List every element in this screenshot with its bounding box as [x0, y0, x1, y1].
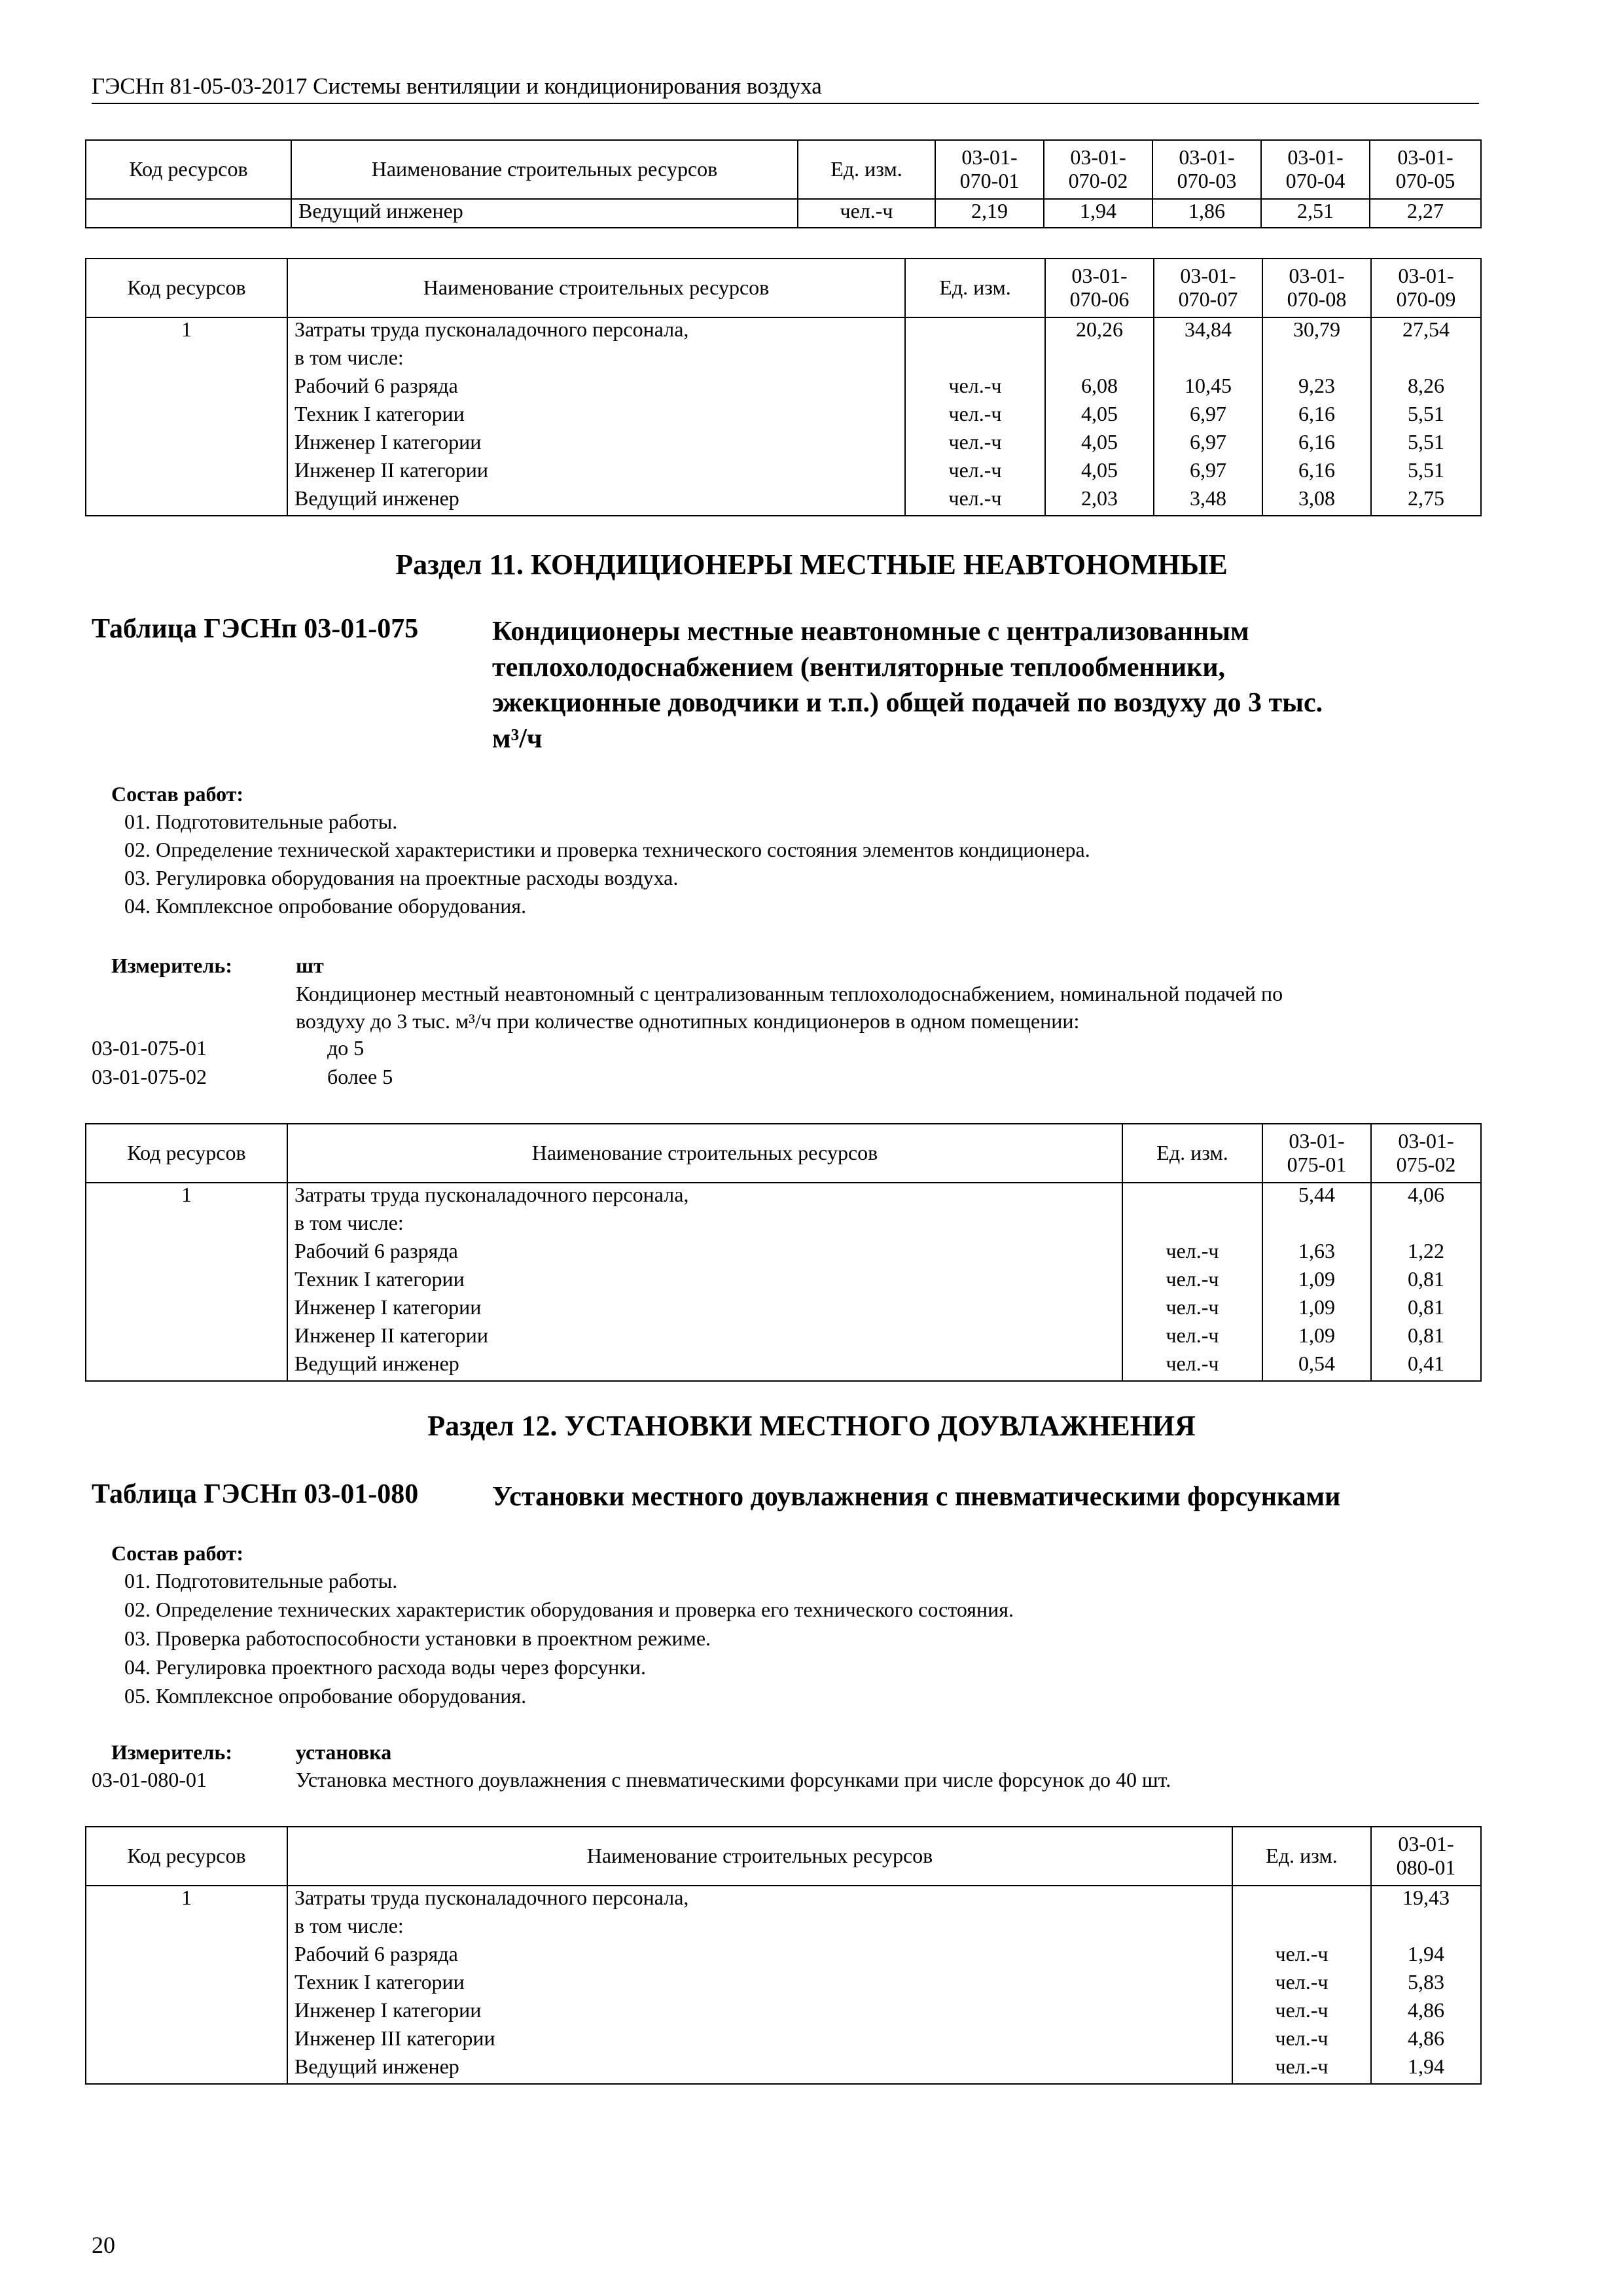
- section-11-title: Раздел 11. КОНДИЦИОНЕРЫ МЕСТНЫЕ НЕАВТОНОМНЫЕ: [395, 548, 1228, 581]
- title-line: теплохолодоснабжением (вентиляторные теплообменники,: [492, 652, 1226, 683]
- resource-unit: [1130, 1183, 1255, 1211]
- resource-name: Техник I категории: [294, 1970, 465, 1994]
- resource-table-070-01-05: [85, 139, 1482, 228]
- resource-name: в том числе:: [294, 346, 404, 369]
- resource-name: Инженер II категории: [294, 458, 488, 482]
- resource-code: 1: [181, 317, 192, 341]
- col-header-name: Наименование строительных ресурсов: [287, 1124, 1122, 1183]
- cell-value-070-06: [1045, 317, 1154, 516]
- cell-value-070-09: [1371, 317, 1481, 516]
- resource-unit: чел.-ч: [1166, 1267, 1219, 1291]
- col-code-line: 03-01-: [1070, 145, 1126, 170]
- resource-unit: чел.-ч: [1166, 1239, 1219, 1263]
- col-header-070-02: [1044, 140, 1152, 199]
- value: [1270, 346, 1364, 374]
- work-item: 02. Определение технической характеристики и проверка технического состояния элементов кондиционера.: [124, 838, 1090, 861]
- cell-name: [287, 1183, 1122, 1381]
- col-code-line: 070-06: [1069, 287, 1130, 311]
- resource-name: Инженер I категории: [294, 1998, 482, 2022]
- value: 1,09: [1298, 1323, 1335, 1347]
- col-code-line: 03-01-: [1287, 145, 1344, 170]
- resource-table-070-06-09: [85, 258, 1482, 516]
- resource-name: Инженер I категории: [294, 1295, 482, 1319]
- value: 8,26: [1408, 374, 1444, 397]
- norm-code-text: Установка местного доувлажнения с пневматическими форсунками при числе форсунок до 40 шт.: [296, 1768, 1171, 1791]
- resource-name: Техник I категории: [294, 1267, 465, 1291]
- measure-label: Измеритель:: [111, 1740, 232, 1764]
- page-number: 20: [92, 2232, 115, 2258]
- value: 3,08: [1298, 486, 1335, 510]
- cell-name: Ведущий инженер: [291, 199, 798, 228]
- col-header-070-03: [1152, 140, 1261, 199]
- table-header-row: [86, 140, 1481, 199]
- col-header-075-02: [1371, 1124, 1481, 1183]
- value: 34,84: [1185, 317, 1232, 341]
- value: 19,43: [1402, 1886, 1450, 1909]
- resource-unit: чел.-ч: [1166, 1295, 1219, 1319]
- table-075-title: [492, 614, 1487, 757]
- work-item: 03. Регулировка оборудования на проектные расходы воздуха.: [124, 866, 679, 889]
- value: 1,94: [1408, 1942, 1444, 1965]
- measure-unit: установка: [296, 1740, 392, 1764]
- cell-code: [86, 1183, 287, 1381]
- value: 27,54: [1402, 317, 1450, 341]
- value: 0,81: [1408, 1267, 1444, 1291]
- col-code-line: 070-02: [1068, 169, 1128, 192]
- value: 0,81: [1408, 1295, 1444, 1319]
- col-code-line: 03-01-: [961, 145, 1018, 170]
- work-composition-heading: Состав работ:: [111, 782, 244, 806]
- value: 4,86: [1408, 1998, 1444, 2022]
- value: [1161, 346, 1255, 374]
- col-code-line: 070-08: [1287, 287, 1347, 311]
- col-header-unit: Ед. изм.: [798, 140, 935, 199]
- cell-value: 2,19: [935, 199, 1044, 228]
- value: 6,16: [1298, 430, 1335, 454]
- value: 0,54: [1298, 1352, 1335, 1375]
- work-composition-list: [124, 810, 1090, 923]
- value: 0,81: [1408, 1323, 1444, 1347]
- resource-name: Рабочий 6 разряда: [294, 1942, 458, 1965]
- title-line: Кондиционеры местные неавтономные с централизованным: [492, 617, 1249, 647]
- col-code-line: 03-01-: [1180, 264, 1236, 288]
- measure-description: [296, 980, 1487, 1035]
- value: 2,75: [1408, 486, 1444, 510]
- resource-unit: чел.-ч: [1166, 1323, 1219, 1347]
- value: 1,94: [1408, 2054, 1444, 2078]
- resource-name: Рабочий 6 разряда: [294, 1239, 458, 1263]
- work-item: 05. Комплексное опробование оборудования.: [124, 1684, 527, 1708]
- col-code-line: 03-01-: [1289, 264, 1345, 288]
- col-code-line: 075-02: [1396, 1153, 1456, 1176]
- col-code-line: 070-09: [1396, 287, 1456, 311]
- value: 6,97: [1190, 430, 1226, 454]
- resource-name: в том числе:: [294, 1211, 404, 1234]
- col-header-code: Код ресурсов: [86, 1124, 287, 1183]
- table-row: [86, 1183, 1481, 1381]
- resource-unit: [1240, 1886, 1364, 1914]
- value: 1,22: [1408, 1239, 1444, 1263]
- value: 6,16: [1298, 402, 1335, 425]
- resource-unit: чел.-ч: [1275, 1998, 1329, 2022]
- resource-name: Ведущий инженер: [294, 486, 459, 510]
- cell-value-075-02: [1371, 1183, 1481, 1381]
- resource-unit: [1130, 1211, 1255, 1240]
- value: 4,06: [1408, 1183, 1444, 1206]
- value: 1,09: [1298, 1295, 1335, 1319]
- col-code-line: 070-01: [959, 169, 1020, 192]
- table-row: [86, 1886, 1481, 2084]
- measure-unit: шт: [296, 954, 324, 977]
- col-header-name: Наименование строительных ресурсов: [291, 140, 798, 199]
- cell-code: [86, 1886, 287, 2084]
- cell-value-080-01: [1371, 1886, 1481, 2084]
- work-item: 04. Регулировка проектного расхода воды через форсунки.: [124, 1655, 646, 1679]
- cell-value-070-08: [1262, 317, 1371, 516]
- description-line: воздуху до 3 тыс. м³/ч при количестве однотипных кондиционеров в одном помещении:: [296, 1009, 1080, 1033]
- work-item: 04. Комплексное опробование оборудования.: [124, 894, 527, 918]
- resource-code: 1: [181, 1886, 192, 1909]
- col-code-line: 03-01-: [1289, 1129, 1345, 1153]
- work-item: 01. Подготовительные работы.: [124, 810, 398, 833]
- cell-code: [86, 317, 287, 516]
- cell-value: 2,51: [1261, 199, 1370, 228]
- col-header-070-09: [1371, 259, 1481, 317]
- cell-unit: [1122, 1183, 1262, 1381]
- col-header-070-05: [1370, 140, 1481, 199]
- resource-name: Инженер II категории: [294, 1323, 488, 1347]
- col-code-line: 070-04: [1285, 169, 1346, 192]
- col-header-code: Код ресурсов: [86, 140, 291, 199]
- value: 6,08: [1081, 374, 1118, 397]
- value: 5,44: [1298, 1183, 1335, 1206]
- cell-unit: [1232, 1886, 1371, 2084]
- resource-unit: чел.-ч: [1275, 2026, 1329, 2050]
- table-080-label: Таблица ГЭСНп 03-01-080: [92, 1479, 419, 1509]
- value: 5,51: [1408, 430, 1444, 454]
- description-line: Кондиционер местный неавтономный с централизованным теплохолодоснабжением, номинальной подачей по: [296, 982, 1283, 1005]
- col-header-name: Наименование строительных ресурсов: [287, 1827, 1232, 1886]
- value: 30,79: [1293, 317, 1340, 341]
- resource-name: Затраты труда пусконаладочного персонала,: [294, 1886, 689, 1909]
- col-header-070-06: [1045, 259, 1154, 317]
- measure-label: Измеритель:: [111, 954, 232, 977]
- norm-code: 03-01-075-02: [92, 1065, 207, 1088]
- col-header-070-04: [1261, 140, 1370, 199]
- title-line: м³/ч: [492, 723, 543, 754]
- resource-unit: чел.-ч: [948, 486, 1002, 510]
- resource-unit: чел.-ч: [1166, 1352, 1219, 1375]
- cell-unit: чел.-ч: [798, 199, 935, 228]
- col-header-code: Код ресурсов: [86, 1827, 287, 1886]
- table-header-row: [86, 1827, 1481, 1886]
- col-header-name: Наименование строительных ресурсов: [287, 259, 905, 317]
- value: 4,86: [1408, 2026, 1444, 2050]
- section-12-title: Раздел 12. УСТАНОВКИ МЕСТНОГО ДОУВЛАЖНЕНИЯ: [427, 1410, 1196, 1442]
- cell-name: [287, 1886, 1232, 2084]
- table-row: [86, 317, 1481, 516]
- value: 5,83: [1408, 1970, 1444, 1994]
- col-header-070-07: [1154, 259, 1262, 317]
- col-code-line: 075-01: [1287, 1153, 1347, 1176]
- table-row: [86, 199, 1481, 228]
- col-header-code: Код ресурсов: [86, 259, 287, 317]
- col-header-070-01: [935, 140, 1044, 199]
- cell-value: 1,86: [1152, 199, 1261, 228]
- col-code-line: 070-05: [1395, 169, 1455, 192]
- col-header-unit: Ед. изм.: [1232, 1827, 1371, 1886]
- table-080-title: Установки местного доувлажнения с пневматическими форсунками: [492, 1482, 1341, 1512]
- resource-unit: чел.-ч: [948, 402, 1002, 425]
- table-header-row: [86, 1124, 1481, 1183]
- value: 4,05: [1081, 402, 1118, 425]
- resource-unit: [912, 318, 1038, 346]
- resource-unit: [912, 346, 1038, 374]
- value: 2,03: [1081, 486, 1118, 510]
- value: 20,26: [1076, 317, 1123, 341]
- resource-code: 1: [181, 1183, 192, 1206]
- resource-name: Ведущий инженер: [294, 1352, 459, 1375]
- col-header-070-08: [1262, 259, 1371, 317]
- resource-name: Затраты труда пусконаладочного персонала,: [294, 317, 689, 341]
- table-075-label: Таблица ГЭСНп 03-01-075: [92, 614, 419, 644]
- resource-table-075: [85, 1123, 1482, 1382]
- resource-name: в том числе:: [294, 1914, 404, 1937]
- table-header-row: [86, 259, 1481, 317]
- col-code-line: 03-01-: [1179, 145, 1235, 170]
- value: 1,63: [1298, 1239, 1335, 1263]
- resource-unit: чел.-ч: [948, 430, 1002, 454]
- title-line: эжекционные доводчики и т.п.) общей подачей по воздуху до 3 тыс.: [492, 688, 1323, 719]
- cell-code: [86, 199, 291, 228]
- resource-name: Инженер III категории: [294, 2026, 495, 2050]
- col-header-075-01: [1262, 1124, 1371, 1183]
- col-code-line: 080-01: [1396, 1856, 1456, 1879]
- work-composition-list: [124, 1570, 1014, 1713]
- value: 4,05: [1081, 430, 1118, 454]
- work-composition-heading: Состав работ:: [111, 1541, 244, 1565]
- value: 1,09: [1298, 1267, 1335, 1291]
- resource-name: Ведущий инженер: [294, 2054, 459, 2078]
- value: 5,51: [1408, 458, 1444, 482]
- resource-unit: чел.-ч: [1275, 2054, 1329, 2078]
- resource-name: Рабочий 6 разряда: [294, 374, 458, 397]
- col-header-unit: Ед. изм.: [1122, 1124, 1262, 1183]
- col-code-line: 03-01-: [1398, 1129, 1454, 1153]
- norm-code: 03-01-080-01: [92, 1768, 207, 1791]
- cell-unit: [905, 317, 1045, 516]
- resource-unit: чел.-ч: [948, 374, 1002, 397]
- resource-unit: чел.-ч: [1275, 1942, 1329, 1965]
- resource-unit: чел.-ч: [1275, 1970, 1329, 1994]
- col-code-line: 03-01-: [1398, 264, 1454, 288]
- value: 6,16: [1298, 458, 1335, 482]
- norm-code-text: до 5: [327, 1036, 365, 1060]
- cell-value: 1,94: [1044, 199, 1152, 228]
- resource-name: Затраты труда пусконаладочного персонала,: [294, 1183, 689, 1206]
- value: 4,05: [1081, 458, 1118, 482]
- value: 5,51: [1408, 402, 1444, 425]
- work-item: 02. Определение технических характеристик оборудования и проверка его технического состояния.: [124, 1598, 1014, 1621]
- work-item: 03. Проверка работоспособности установки в проектном режиме.: [124, 1626, 711, 1650]
- col-code-line: 03-01-: [1071, 264, 1128, 288]
- resource-name: Техник I категории: [294, 402, 465, 425]
- cell-name: [287, 317, 905, 516]
- cell-value-075-01: [1262, 1183, 1371, 1381]
- running-header: ГЭСНп 81-05-03-2017 Системы вентиляции и кондиционирования воздуха: [92, 73, 1479, 104]
- resource-unit: чел.-ч: [948, 458, 1002, 482]
- cell-value-070-07: [1154, 317, 1262, 516]
- col-code-line: 03-01-: [1398, 1832, 1454, 1856]
- cell-value: 2,27: [1370, 199, 1481, 228]
- value: 6,97: [1190, 402, 1226, 425]
- value: [1378, 1211, 1474, 1240]
- value: [1052, 346, 1147, 374]
- value: 6,97: [1190, 458, 1226, 482]
- value: [1378, 1914, 1474, 1943]
- norm-code-text: более 5: [327, 1065, 393, 1088]
- col-header-080-01: [1371, 1827, 1481, 1886]
- value: [1378, 346, 1474, 374]
- resource-unit: [1240, 1914, 1364, 1943]
- work-item: 01. Подготовительные работы.: [124, 1569, 398, 1592]
- value: [1270, 1211, 1364, 1240]
- value: 9,23: [1298, 374, 1335, 397]
- col-header-unit: Ед. изм.: [905, 259, 1045, 317]
- value: 3,48: [1190, 486, 1226, 510]
- col-code-line: 070-07: [1178, 287, 1238, 311]
- value: 10,45: [1185, 374, 1232, 397]
- col-code-line: 070-03: [1177, 169, 1237, 192]
- norm-code: 03-01-075-01: [92, 1036, 207, 1060]
- col-code-line: 03-01-: [1397, 145, 1454, 170]
- resource-table-080: [85, 1826, 1482, 2085]
- value: 0,41: [1408, 1352, 1444, 1375]
- resource-name: Инженер I категории: [294, 430, 482, 454]
